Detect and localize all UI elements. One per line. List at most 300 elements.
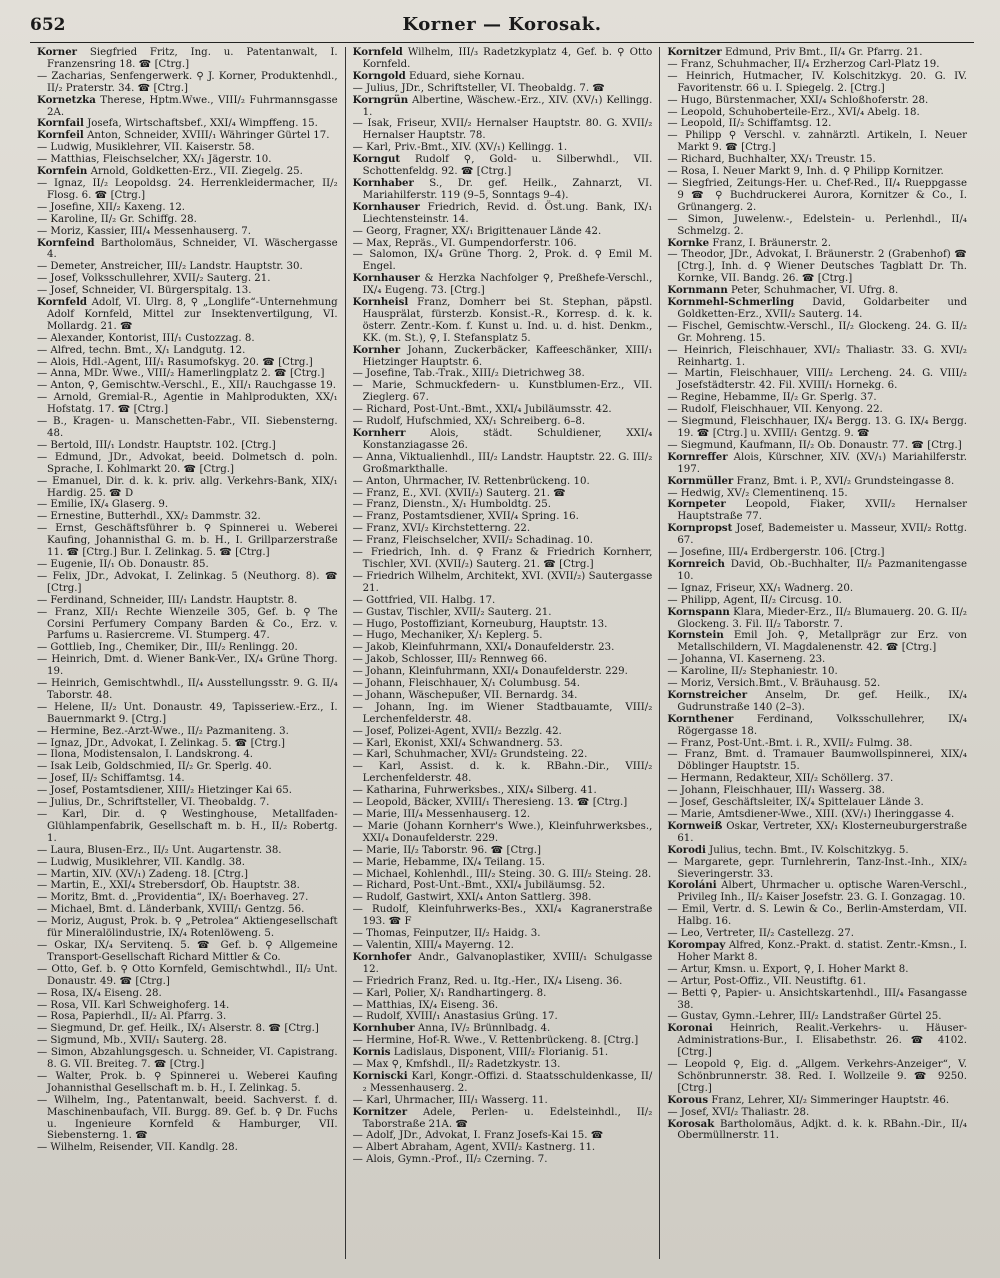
entry-text: — Philipp, Agent, II/₂ Circusg. 10. xyxy=(667,594,842,606)
entry-text: Franz, I. Bräunerstr. 2. xyxy=(712,237,831,249)
entry-text: — Julius, JDr., Schriftsteller, VI. Theobaldg. 7. ☎ xyxy=(352,82,605,94)
entry-text: — Richard, Post-Unt.-Bmt., XXI/₄ Jubiläumsstr. 42. xyxy=(352,404,612,416)
directory-entry xyxy=(37,761,338,773)
entry-text: — Franz, Postamtsdiener, XVII/₄ Spring. 16. xyxy=(352,511,579,523)
entry-text: — Ludwig, Musiklehrer, VII. Kandlg. 38. xyxy=(37,856,245,868)
entry-text: — Artur, Kmsn. u. Export, ⚲, I. Hoher Markt 8. xyxy=(667,963,909,975)
entry-text: — Siegfried, Zeitungs-Her. u. Chef-Red., II/₄ Rueppgasse 9 ☎ ⚲ Buchdruckerei Aurora, Kornitzer & Co., I. Grünangerg. 2. xyxy=(667,177,967,213)
entry-text: & Herzka Nachfolger ⚲, Preßhefe-Verschl., IX/₄ Eugeng. 73. [Ctrg.] xyxy=(362,273,653,297)
directory-entry xyxy=(37,654,338,678)
entry-text: — Alois, Gymn.-Prof., II/₂ Czerning. 7. xyxy=(352,1154,548,1166)
directory-entry xyxy=(37,726,338,738)
entry-text: Edmund, Priv Bmt., II/₄ Gr. Pfarrg. 21. xyxy=(725,47,923,58)
directory-entry xyxy=(37,845,338,857)
entry-text: — Heinrich, Hutmacher, IV. Kolschitzkyg. 20. G. IV. Favoritenstr. 66 u. I. Spiegelg. 2. [Ctrg.] xyxy=(667,70,967,94)
directory-entry xyxy=(353,654,653,666)
entry-text: — Edmund, JDr., Advokat, beeid. Dolmetsch d. poln. Sprache, I. Kohlmarkt 20. ☎ [Ctrg.] xyxy=(37,451,338,475)
directory-entry xyxy=(353,1047,653,1059)
entry-text: — Isak Leib, Goldschmied, II/₂ Gr. Sperlg. 40. xyxy=(37,761,272,773)
directory-entry xyxy=(353,892,653,904)
directory-entry xyxy=(353,499,653,511)
entry-text: Eduard, siehe Kornau. xyxy=(409,70,525,82)
entry-text: — Emanuel, Dir. d. k. k. priv. allg. Verkehrs-Bank, XIX/₁ Hardig. 25. ☎ D xyxy=(37,475,338,499)
entry-text: Franz, Lehrer, XI/₂ Simmeringer Hauptstr. 46. xyxy=(711,1094,950,1106)
entry-surname: Kornhauser xyxy=(352,200,420,213)
entry-text: — Matthias, IX/₄ Eiseng. 36. xyxy=(352,999,499,1011)
directory-entry xyxy=(353,678,653,690)
directory-entry xyxy=(353,571,653,595)
entry-text: Therese, Hptm.Wwe., VIII/₂ Fuhrmannsgasse 2A. xyxy=(47,94,338,118)
entry-text: — Ilona, Modistensalon, I. Landskrong. 4. xyxy=(37,749,254,761)
directory-entry xyxy=(37,809,338,845)
directory-entry xyxy=(667,166,967,178)
entry-text: — Johanna, VI. Kaserneng. 23. xyxy=(667,654,826,666)
entry-text: Klara, Mieder-Erz., II/₂ Blumauerg. 20. G. II/₂ Glockeng. 3. Fil. II/₂ Taborstr. 7. xyxy=(677,606,967,630)
entry-surname: Korosak xyxy=(667,1117,715,1130)
directory-entry xyxy=(667,714,967,738)
entry-text: — Anton, ⚲, Gemischtw.-Verschl., E., XII/₁ Rauchgasse 19. xyxy=(37,380,336,392)
entry-text: — Franz, Dienstn., X/₁ Humboldtg. 25. xyxy=(352,499,551,511)
entry-text: — Johann, Ing. im Wiener Stadtbauamte, VIII/₂ Lerchenfelderstr. 48. xyxy=(352,701,653,725)
entry-surname: Kornfein xyxy=(37,165,88,178)
directory-entry xyxy=(353,154,653,178)
directory-entry xyxy=(37,71,338,95)
entry-text: — Josef, Volksschullehrer, XVII/₂ Sauterg. 21. xyxy=(37,273,271,285)
directory-entry xyxy=(667,523,967,547)
directory-entry xyxy=(667,297,967,321)
entry-surname: Kornmann xyxy=(667,284,728,297)
directory-entry xyxy=(353,595,653,607)
directory-entry xyxy=(667,964,967,976)
entry-text: — Johann, Kleinfuhrmann, XXI/₄ Donaufelderstr. 229. xyxy=(352,666,628,678)
directory-entry xyxy=(667,690,967,714)
directory-entry xyxy=(37,357,338,369)
entry-text: Karl, Kongr.-Offizi. d. Staatsschuldenkasse, II/₂ Messenhauserg. 2. xyxy=(362,1070,653,1094)
directory-entry xyxy=(37,202,338,214)
entry-text: — Johann, Fleischhauer, X/₁ Columbusg. 54. xyxy=(352,678,581,690)
entry-text: — Karl, Dir. d. ⚲ Westinghouse, Metallfaden-Glühlampenfabrik, Gesellschaft m. b. H., II/₂ Robertg. 1. xyxy=(37,809,338,844)
entry-text: — Gustav, Tischler, XVII/₂ Sauterg. 21. xyxy=(352,606,552,618)
entry-text: — Felix, JDr., Advokat, I. Zelinkag. 5 (Neuthorg. 8). ☎ [Ctrg.] xyxy=(37,570,338,594)
entry-text: Friedrich, Revid. d. Öst.ung. Bank, IX/₁ Liechtensteinstr. 14. xyxy=(362,201,653,225)
entry-surname: Kornitzer xyxy=(352,1105,408,1118)
directory-entry xyxy=(353,202,653,226)
directory-columns xyxy=(30,47,974,1259)
directory-entry xyxy=(37,345,338,357)
entry-text: — Matthias, Fleischselcher, XX/₁ Jägerstr. 10. xyxy=(37,154,272,166)
directory-entry xyxy=(667,797,967,809)
directory-entry xyxy=(353,273,653,297)
directory-entry xyxy=(353,642,653,654)
directory-entry xyxy=(353,47,653,71)
entry-text: Alois, Kürschner, XIV. (XV/₁) Mariahilferstr. 197. xyxy=(677,451,967,475)
entry-text: — Isak, Friseur, XVII/₂ Hernalser Hauptstr. 80. G. XVII/₂ Hernalser Hauptstr. 78. xyxy=(352,118,653,142)
entry-surname: Korner xyxy=(37,47,78,58)
entry-text: — Leopold, Bäcker, XVIII/₁ Theresieng. 13. ☎ [Ctrg.] xyxy=(352,797,628,809)
entry-text: Peter, Schuhmacher, VI. Ufrg. 8. xyxy=(730,285,899,297)
entry-text: Emil Joh. ⚲, Metallprägr zur Erz. von Metallschildern, VI. Magdalenenstr. 42. ☎ [Ctrg.] xyxy=(677,630,967,654)
entry-text: — Demeter, Anstreicher, III/₂ Landstr. Hauptstr. 30. xyxy=(37,261,303,273)
entry-text: Rudolf ⚲, Gold- u. Silberwhdl., VII. Schottenfeldg. 92. ☎ [Ctrg.] xyxy=(362,154,653,178)
entry-surname: Kornfeld xyxy=(37,296,88,309)
directory-entry xyxy=(37,380,338,392)
directory-entry xyxy=(37,738,338,750)
entry-text: — Arnold, Gremial-R., Agentie in Mahlprodukten, XX/₁ Hofstatg. 17. ☎ [Ctrg.] xyxy=(37,392,338,416)
directory-entry xyxy=(667,1119,967,1143)
entry-text: — Alois, Hdl.-Agent, III/₁ Rasumofskyg. 20. ☎ [Ctrg.] xyxy=(37,356,313,368)
entry-text: — Marie, III/₄ Messenhauserg. 12. xyxy=(352,809,531,820)
directory-entry xyxy=(37,214,338,226)
entry-text: David, Goldarbeiter und Goldketten-Erz., XVII/₂ Sauterg. 14. xyxy=(677,297,967,320)
directory-entry xyxy=(667,1023,967,1059)
directory-entry xyxy=(37,130,338,142)
directory-entry xyxy=(353,880,653,892)
entry-text: — Rosa, VII. Karl Schweighoferg. 14. xyxy=(37,999,230,1011)
directory-entry xyxy=(37,607,338,643)
directory-entry xyxy=(353,738,653,750)
directory-entry xyxy=(37,571,338,595)
entry-text: — Josef, II/₂ Schiffamtsg. 14. xyxy=(37,773,185,785)
directory-entry xyxy=(353,95,653,119)
directory-entry xyxy=(353,952,653,976)
directory-entry xyxy=(353,928,653,940)
entry-text: — Michael, Bmt. d. Länderbank, XVIII/₁ Gentzg. 56. xyxy=(37,904,305,916)
entry-text: — Richard, Buchhalter, XX/₁ Treustr. 15. xyxy=(667,154,876,166)
entry-text: — Rosa, IX/₄ Eiseng. 28. xyxy=(37,987,162,999)
directory-entry xyxy=(667,845,967,857)
directory-entry xyxy=(667,559,967,583)
entry-text: — Leo, Vertreter, II/₂ Castellezg. 27. xyxy=(667,928,854,940)
directory-entry xyxy=(353,1142,653,1154)
entry-text: — Theodor, JDr., Advokat, I. Bräunerstr. 2 (Grabenhof) ☎ [Ctrg.], Inh. d. ⚲ Wiener Deutsches Tagblatt Dr. Th. Kornke, VII. Bandg. 26. ☎ [Ctrg.] xyxy=(667,249,967,285)
entry-text: — Otto, Gef. b. ⚲ Otto Kornfeld, Gemischtwhdl., II/₂ Unt. Donaustr. 49. ☎ [Ctrg.] xyxy=(37,963,338,987)
entry-text: — Heinrich, Fleischhauer, XVI/₂ Thaliastr. 33. G. XVI/₂ Reinhartg. 1. xyxy=(667,344,967,368)
entry-text: — Friedrich, Inh. d. ⚲ Franz & Friedrich Kornherr, Tischler, XVI. (XVII/₂) Sauterg. 21. ☎ [Ctrg.] xyxy=(352,547,653,570)
entry-surname: Korompay xyxy=(667,938,726,951)
entry-text: — Michael, Kohlenhdl., III/₂ Steing. 30. G. III/₂ Steing. 28. xyxy=(352,868,652,880)
directory-entry xyxy=(667,214,967,238)
directory-entry xyxy=(667,95,967,107)
entry-text: — Fischel, Gemischtw.-Verschl., II/₂ Glockeng. 24. G. II/₂ Gr. Mohreng. 15. xyxy=(667,320,967,344)
directory-entry xyxy=(667,607,967,631)
entry-text: — Ludwig, Musiklehrer, VII. Kaiserstr. 58. xyxy=(37,142,255,154)
entry-surname: Kornher xyxy=(352,343,401,356)
directory-entry xyxy=(37,392,338,416)
directory-entry xyxy=(37,511,338,523)
directory-entry xyxy=(667,416,967,440)
entry-text: — Emilie, IX/₄ Glaserg. 9. xyxy=(37,499,169,511)
entry-text: — Max ⚲, Kmfshdl., II/₂ Radetzkystr. 13. xyxy=(352,1059,561,1071)
directory-entry xyxy=(667,976,967,988)
entry-surname: Kornfeind xyxy=(37,236,95,249)
entry-text: Alois, städt. Schuldiener, XXI/₄ Konstanziagasse 26. xyxy=(362,428,653,451)
directory-entry xyxy=(37,678,338,702)
entry-text: — Gottfried, VII. Halbg. 17. xyxy=(352,594,496,606)
directory-entry xyxy=(667,404,967,416)
entry-surname: Korngold xyxy=(352,69,406,82)
entry-text: — Franz, Schuhmacher, II/₄ Erzherzog Carl-Platz 19. xyxy=(667,58,940,70)
entry-text: — Leopold, II/₂ Schiffamtsg. 12. xyxy=(667,118,832,130)
entry-surname: Korniscki xyxy=(352,1069,408,1082)
directory-entry xyxy=(37,797,338,809)
entry-text: — Hermine, Hof-R. Wwe., V. Rettenbrückeng. 8. [Ctrg.] xyxy=(352,1035,639,1047)
entry-text: — Franz, Bmt. d. Tramauer Baumwollspinnerei, XIX/₄ Döblinger Hauptstr. 15. xyxy=(667,749,967,773)
directory-entry xyxy=(353,630,653,642)
directory-entry xyxy=(37,261,338,273)
entry-surname: Kornhaber xyxy=(352,176,414,189)
entry-text: — Philipp ⚲ Verschl. v. zahnärztl. Artikeln, I. Neuer Markt 9. ☎ [Ctrg.] xyxy=(667,130,967,154)
directory-entry xyxy=(667,238,967,250)
entry-text: — Martin, XIV. (XV/₁) Zadeng. 18. [Ctrg.] xyxy=(37,868,249,880)
entry-text: — Franz, E., XVI. (XVII/₂) Sauterg. 21. ☎ xyxy=(352,487,566,499)
entry-text: Anna, IV/₂ Brünnlbadg. 4. xyxy=(417,1023,551,1035)
directory-entry xyxy=(353,1000,653,1012)
entry-text: — Hedwig, XV/₂ Clementinenq. 15. xyxy=(667,487,848,499)
directory-entry xyxy=(353,690,653,702)
directory-entry xyxy=(667,630,967,654)
directory-entry xyxy=(353,666,653,678)
directory-entry xyxy=(37,702,338,726)
entry-text: Johann, Zuckerbäcker, Kaffeeschänker, XIII/₁ Hietzinger Hauptstr. 6. xyxy=(362,344,653,368)
directory-entry xyxy=(37,273,338,285)
directory-entry xyxy=(667,583,967,595)
entry-text: — Julius, Dr., Schriftsteller, VI. Theobaldg. 7. xyxy=(37,797,270,809)
entry-surname: Koroláni xyxy=(667,879,717,892)
entry-text: — Zacharias, Senfengerwerk. ⚲ J. Korner, Produktenhdl., II/₂ Praterstr. 34. ☎ [Ctrg.] xyxy=(37,70,338,94)
directory-entry xyxy=(37,1142,338,1154)
entry-text: — Eugenie, II/₁ Ob. Donaustr. 85. xyxy=(37,558,209,570)
entry-text: — Valentin, XIII/₄ Mayerng. 12. xyxy=(352,939,514,951)
entry-text: — Marie, Hebamme, IX/₄ Teilang. 15. xyxy=(352,856,545,868)
entry-text: Ferdinand, Volksschullehrer, IX/₄ Rögergasse 18. xyxy=(677,713,967,737)
entry-text: Arnold, Goldketten-Erz., VII. Ziegelg. 25. xyxy=(90,166,303,178)
directory-entry xyxy=(37,595,338,607)
directory-entry xyxy=(667,940,967,964)
entry-text: Adolf, VI. Ulrg. 8, ⚲ „Longlife“-Unternehmung Adolf Kornfeld, Mittel zur Insektenvertilgung, VI. Mollardg. 21. ☎ xyxy=(47,297,338,332)
entry-surname: Kornmehl-Schmerling xyxy=(667,296,795,309)
entry-text: — Laura, Blusen-Erz., II/₂ Unt. Augartenstr. 38. xyxy=(37,844,282,856)
directory-entry xyxy=(353,249,653,273)
entry-text: — Jakob, Schlosser, III/₂ Rennweg 66. xyxy=(352,654,548,666)
directory-entry xyxy=(667,392,967,404)
entry-surname: Kornitzer xyxy=(667,47,722,58)
entry-text: — Rudolf, XVIII/₁ Anastasius Grüng. 17. xyxy=(352,1011,558,1023)
entry-text: Siegfried Fritz, Ing. u. Patentanwalt, I. Franzensring 18. ☎ [Ctrg.] xyxy=(47,47,338,70)
entry-text: — Gottlieb, Ing., Chemiker, Dir., III/₂ Renlingg. 20. xyxy=(37,642,298,654)
entry-text: — Rudolf, Fleischhauer, VII. Kenyong. 22. xyxy=(667,404,883,416)
directory-entry xyxy=(353,511,653,523)
entry-text: — Ignaz, JDr., Advokat, I. Zelinkag. 5. ☎ [Ctrg.] xyxy=(37,737,286,749)
entry-text: — Martin, E., XXI/₄ Strebersdorf, Ob. Hauptstr. 38. xyxy=(37,880,300,892)
directory-entry xyxy=(353,535,653,547)
entry-text: — Franz, XVI/₂ Kirchstetterng. 22. xyxy=(352,523,531,535)
directory-entry xyxy=(353,607,653,619)
entry-text: — Artur, Post-Offiz., VII. Neustiftg. 61. xyxy=(667,975,867,987)
directory-entry xyxy=(353,1130,653,1142)
entry-text: — Rosa, I. Neuer Markt 9, Inh. d. ⚲ Philipp Kornitzer. xyxy=(667,166,944,178)
directory-entry xyxy=(353,1035,653,1047)
column-3 xyxy=(659,47,974,1259)
directory-entry xyxy=(37,1047,338,1071)
entry-text: — Wilhelm, Reisender, VII. Kandlg. 28. xyxy=(37,1142,238,1154)
entry-text: — Marie, II/₂ Taborstr. 96. ☎ [Ctrg.] xyxy=(352,844,542,856)
directory-entry xyxy=(37,142,338,154)
directory-entry xyxy=(37,773,338,785)
entry-surname: Kornreich xyxy=(667,557,725,570)
directory-entry xyxy=(37,869,338,881)
directory-entry xyxy=(353,988,653,1000)
entry-text: — Siegmund, Dr. gef. Heilk., IX/₁ Alserstr. 8. ☎ [Ctrg.] xyxy=(37,1023,319,1035)
entry-text: Anselm, Dr. gef. Heilk., IX/₄ Gudrunstraße 140 (2–3). xyxy=(677,689,967,713)
directory-entry xyxy=(667,47,967,59)
entry-surname: Kornetzka xyxy=(37,93,96,106)
directory-entry xyxy=(667,249,967,285)
directory-entry xyxy=(37,1023,338,1035)
entry-surname: Kornis xyxy=(352,1046,391,1059)
entry-surname: Korngrün xyxy=(352,93,409,106)
directory-entry xyxy=(37,238,338,262)
entry-text: — Siegmund, Fleischhauer, IX/₄ Bergg. 13. G. IX/₄ Bergg. 19. ☎ [Ctrg.] u. XVIII/₁ Gentzg. 9. ☎ xyxy=(667,416,967,439)
entry-text: — Siegmund, Kaufmann, II/₂ Ob. Donaustr. 77. ☎ [Ctrg.] xyxy=(667,439,962,451)
directory-entry xyxy=(37,1095,338,1143)
entry-text: — Hermine, Bez.-Arzt-Wwe., II/₂ Pazmaniteng. 3. xyxy=(37,725,289,737)
directory-entry xyxy=(37,1011,338,1023)
entry-surname: Korous xyxy=(667,1093,709,1106)
entry-text: — Marie (Johann Kornherr's Wwe.), Kleinfuhrwerksbes., XXI/₄ Donaufelderstr. 229. xyxy=(352,820,653,844)
directory-entry xyxy=(353,904,653,928)
entry-surname: Kornpeter xyxy=(667,498,726,511)
entry-text: — Rosa, Papierhdl., II/₂ Al. Pfarrg. 3. xyxy=(37,1011,227,1023)
directory-entry xyxy=(37,95,338,119)
entry-text: — Anton, Uhrmacher, IV. Rettenbrückeng. 10. xyxy=(352,475,590,487)
entry-text: Alfred, Konz.-Prakt. d. statist. Zentr.-Kmsn., I. Hoher Markt 8. xyxy=(677,939,967,963)
directory-entry xyxy=(37,499,338,511)
entry-text: Franz, Bmt. i. P., XVI/₂ Grundsteingasse 8. xyxy=(736,475,955,487)
directory-entry xyxy=(667,59,967,71)
entry-text: — Betti ⚲, Papier- u. Ansichtskartenhdl., III/₄ Fasangasse 38. xyxy=(667,987,967,1011)
entry-text: — Walter, Prok. b. ⚲ Spinnerei u. Weberei Kaufing Johannisthal Gesellschaft m. b. H., I. Zelinkag. 5. xyxy=(37,1070,338,1094)
entry-text: — Richard, Post-Unt.-Bmt., XXI/₄ Jubiläumsg. 52. xyxy=(352,880,606,892)
entry-text: — Leopold, Schuhoberteile-Erz., XVI/₄ Abelg. 18. xyxy=(667,106,920,118)
directory-entry xyxy=(37,452,338,476)
entry-text: — Anna, MDr. Wwe., VIII/₂ Hamerlingplatz 2. ☎ [Ctrg.] xyxy=(37,368,325,380)
entry-text: — Josefine, Tab.-Trak., XIII/₂ Dietrichweg 38. xyxy=(352,368,585,380)
directory-entry xyxy=(37,1071,338,1095)
entry-text: — Rudolf, Hufschmied, XX/₁ Schreiberg. 6–8. xyxy=(352,416,586,428)
entry-text: Julius, techn. Bmt., IV. Kolschitzkyg. 5. xyxy=(709,844,909,856)
directory-entry xyxy=(353,702,653,726)
entry-text: — Friedrich Wilhelm, Architekt, XVI. (XVII/₂) Sautergasse 21. xyxy=(352,570,653,594)
directory-entry xyxy=(353,809,653,821)
directory-entry xyxy=(667,321,967,345)
entry-surname: Kornreffer xyxy=(667,450,728,463)
entry-text: — Moriz, Versich.Bmt., V. Bräuhausg. 52. xyxy=(667,678,881,690)
directory-entry xyxy=(667,857,967,881)
entry-text: — Moritz, Bmt. d. „Providentia“, IX/₁ Boerhaveg. 27. xyxy=(37,892,309,904)
entry-text: — Rudolf, Kleinfuhrwerks-Bes., XXI/₄ Kagranerstraße 193. ☎ F xyxy=(352,904,653,928)
entry-text: — Jakob, Kleinfuhrmann, XXI/₄ Donaufelderstr. 23. xyxy=(352,642,615,654)
entry-text: Josefa, Wirtschaftsbef., XXI/₄ Wimpffeng. 15. xyxy=(87,118,318,130)
entry-text: — Ernestine, Butterhdl., XX/₂ Dammstr. 32. xyxy=(37,511,261,523)
directory-entry xyxy=(353,380,653,404)
entry-text: — Ernst, Geschäftsführer b. ⚲ Spinnerei u. Weberei Kaufing, Johannisthal G. m. b. H., I. Grillparzerstraße 11. ☎ [Ctrg.] Bur. I. Zelinkag. 5. ☎ [Ctrg.] xyxy=(37,523,338,559)
directory-entry xyxy=(667,1095,967,1107)
entry-text: — Hugo, Postoffiziant, Korneuburg, Hauptstr. 13. xyxy=(352,618,608,630)
entry-text: — Josef, Geschäftsleiter, IX/₄ Spittelauer Lände 3. xyxy=(667,797,924,809)
directory-entry xyxy=(353,976,653,988)
entry-text: Heinrich, Realit.-Verkehrs- u. Häuser-Administrations-Bur., I. Elisabethstr. 26. ☎ 4102. [Ctrg.] xyxy=(677,1023,967,1059)
entry-text: — Josef, Postamtsdiener, XIII/₂ Hietzinger Kai 65. xyxy=(37,785,292,797)
entry-surname: Kornhuber xyxy=(352,1022,415,1035)
entry-text: — Franz, XII/₁ Rechte Wienzeile 305, Gef. b. ⚲ The Corsini Perfumery Company Barden & Co., Erz. v. Parfums u. Rasiercreme. VI. Stumperg. 47. xyxy=(37,606,338,642)
directory-entry xyxy=(353,869,653,881)
entry-text: Wilhelm, III/₃ Radetzkyplatz 4, Gef. b. ⚲ Otto Kornfeld. xyxy=(362,47,653,70)
entry-text: — Bertold, III/₁ Londstr. Hauptstr. 102. [Ctrg.] xyxy=(37,439,276,451)
entry-text: — Josef, XVI/₂ Thaliastr. 28. xyxy=(667,1106,810,1118)
entry-text: — Franz, Post-Unt.-Bmt. i. R., XVII/₂ Fulmg. 38. xyxy=(667,737,913,749)
entry-text: — Ignaz, Friseur, XX/₁ Wadnerg. 20. xyxy=(667,582,854,594)
entry-text: — Rudolf, Gastwirt, XXI/₄ Anton Sattlerg. 398. xyxy=(352,892,592,904)
directory-entry xyxy=(667,107,967,119)
entry-text: — Moriz, August, Prok. b. ⚲ „Petrolea“ Aktiengesellschaft für Mineralölindustrie, IX/₄ Rotenlöweng. 5. xyxy=(37,916,338,940)
entry-text: Franz, Domherr bei St. Stephan, päpstl. Hausprälat, fürsterzb. Konsist.-R., Korresp. d. k. k. österr. Zentr.-Kom. f. Kunst u. Ind. u. d. hist. Denkm., KK. (m. St.), ⚲, I. Stefansplatz 5. xyxy=(362,297,653,344)
entry-text: — Karl, Assist. d. k. k. RBahn.-Dir., VIII/₂ Lerchenfelderstr. 48. xyxy=(352,761,653,785)
entry-text: — Max, Repräs., VI. Gumpendorferstr. 106. xyxy=(352,237,577,249)
entry-surname: Kornstein xyxy=(667,629,724,642)
entry-text: — Salomon, IX/₄ Grüne Thorg. 2, Prok. d. ⚲ Emil M. Engel. xyxy=(352,249,653,273)
directory-entry xyxy=(37,1035,338,1047)
entry-text: — Katharina, Fuhrwerksbes., XIX/₄ Silberg. 41. xyxy=(352,785,597,797)
entry-text: — Albert Abraham, Agent, XVII/₂ Kastnerg. 11. xyxy=(352,1142,596,1154)
directory-entry xyxy=(353,726,653,738)
entry-text: — Josefine, XII/₂ Kaxeng. 12. xyxy=(37,201,186,213)
entry-surname: Kornherr xyxy=(352,427,406,439)
directory-entry xyxy=(353,821,653,845)
directory-entry xyxy=(37,880,338,892)
entry-text: — Alfred, techn. Bmt., X/₁ Landgutg. 12. xyxy=(37,344,246,356)
directory-entry xyxy=(667,785,967,797)
directory-entry xyxy=(667,749,967,773)
entry-surname: Kornspann xyxy=(667,605,730,618)
entry-text: — Marie, Schmuckfedern- u. Kunstblumen-Erz., VII. Zieglerg. 67. xyxy=(352,380,653,404)
directory-entry xyxy=(353,749,653,761)
entry-text: S., Dr. gef. Heilk., Zahnarzt, VI. Mariahilferstr. 119 (9–5, Sonntags 9–4). xyxy=(362,177,653,201)
entry-text: — Moriz, Kassier, III/₄ Messenhauserg. 7. xyxy=(37,225,251,237)
directory-entry xyxy=(667,118,967,130)
directory-entry xyxy=(37,988,338,1000)
entry-text: — Margarete, gepr. Turnlehrerin, Tanz-Inst.-Inh., XIX/₂ Sieveringerstr. 33. xyxy=(667,856,967,880)
directory-entry xyxy=(667,821,967,845)
entry-text: — Leopold ⚲, Eig. d. „Allgem. Verkehrs-Anzeiger“, V. Schönbrunnerstr. 38. Red. I. Wollzeile 9. ☎ 9250. [Ctrg.] xyxy=(667,1059,967,1094)
directory-entry xyxy=(37,166,338,178)
directory-entry xyxy=(667,654,967,666)
entry-text: — Adolf, JDr., Advokat, I. Franz Josefs-Kai 15. ☎ xyxy=(352,1130,604,1142)
entry-text: — Karl, Schuhmacher, XVI/₂ Grundsteing. 22. xyxy=(352,749,588,761)
entry-text: Josef, Bademeister u. Masseur, XVII/₂ Rottg. 67. xyxy=(677,523,967,547)
entry-surname: Kornpropst xyxy=(667,522,733,535)
entry-text: — Karl, Priv.-Bmt., XIV. (XV/₁) Kellingg. 1. xyxy=(352,142,568,154)
directory-entry xyxy=(667,880,967,904)
entry-text: Andr., Galvanoplastiker, XVIII/₁ Schulgasse 12. xyxy=(362,951,653,975)
directory-entry xyxy=(667,904,967,928)
directory-entry xyxy=(37,440,338,452)
entry-surname: Korodi xyxy=(667,843,706,856)
entry-text: — Helene, II/₂ Unt. Donaustr. 49, Tapisseriew.-Erz., I. Bauernmarkt 9. [Ctrg.] xyxy=(37,701,338,725)
entry-text: — Karl, Polier, X/₁ Randhartingerg. 8. xyxy=(352,987,547,999)
directory-entry xyxy=(37,904,338,916)
directory-entry xyxy=(37,964,338,988)
directory-entry xyxy=(353,547,653,571)
